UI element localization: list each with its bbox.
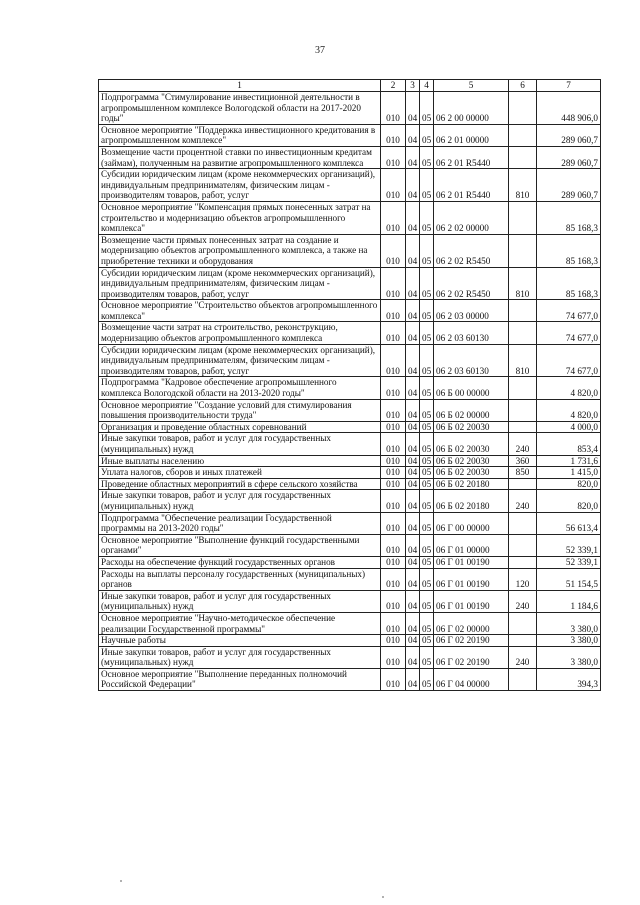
amount-cell: 85 168,3 bbox=[537, 267, 601, 300]
row-name-cell: Возмещение части процентной ставки по инвестиционным кредитам (займам), полученным на развитие агропромышленного комплекса bbox=[99, 146, 381, 168]
admin-code-cell: 010 bbox=[381, 467, 406, 479]
section-cell: 04 bbox=[406, 322, 420, 344]
subsection-cell: 05 bbox=[420, 344, 434, 377]
table-row bbox=[99, 512, 601, 534]
admin-code-cell: 010 bbox=[381, 124, 406, 146]
expense-type-cell bbox=[509, 534, 537, 556]
amount-cell: 448 906,0 bbox=[537, 92, 601, 125]
header-cell: 3 bbox=[406, 80, 420, 92]
header-cell: 5 bbox=[434, 80, 509, 92]
scan-artifact bbox=[120, 880, 122, 882]
section-cell: 04 bbox=[406, 646, 420, 668]
target-article-cell: 06 Г 02 20190 bbox=[434, 646, 509, 668]
table-row bbox=[99, 146, 601, 168]
expense-type-cell: 850 bbox=[509, 467, 537, 479]
expense-type-cell bbox=[509, 201, 537, 234]
row-name-cell: Основное мероприятие "Создание условий для стимулирования повышения производительности труда" bbox=[99, 399, 381, 421]
target-article-cell: 06 Г 00 00000 bbox=[434, 512, 509, 534]
row-name-cell: Основное мероприятие "Компенсация прямых понесенных затрат на строительство и модернизацию объектов агропромышленного комплекса" bbox=[99, 201, 381, 234]
table-row bbox=[99, 467, 601, 479]
table-row bbox=[99, 300, 601, 322]
subsection-cell: 05 bbox=[420, 433, 434, 455]
admin-code-cell: 010 bbox=[381, 169, 406, 202]
subsection-cell: 05 bbox=[420, 568, 434, 590]
section-cell: 04 bbox=[406, 467, 420, 479]
table-row bbox=[99, 124, 601, 146]
admin-code-cell: 010 bbox=[381, 201, 406, 234]
table-row bbox=[99, 399, 601, 421]
expense-type-cell: 240 bbox=[509, 646, 537, 668]
table-row bbox=[99, 234, 601, 267]
section-cell: 04 bbox=[406, 300, 420, 322]
subsection-cell: 05 bbox=[420, 490, 434, 512]
amount-cell: 74 677,0 bbox=[537, 300, 601, 322]
expense-type-cell bbox=[509, 668, 537, 690]
target-article-cell: 06 2 01 00000 bbox=[434, 124, 509, 146]
subsection-cell: 05 bbox=[420, 322, 434, 344]
budget-table bbox=[98, 79, 601, 691]
page-number: 37 bbox=[315, 45, 325, 56]
row-name-cell: Уплата налогов, сборов и иных платежей bbox=[99, 467, 381, 479]
expense-type-cell bbox=[509, 478, 537, 490]
subsection-cell: 05 bbox=[420, 556, 434, 568]
subsection-cell: 05 bbox=[420, 646, 434, 668]
subsection-cell: 05 bbox=[420, 590, 434, 612]
target-article-cell: 06 2 00 00000 bbox=[434, 92, 509, 125]
expense-type-cell bbox=[509, 399, 537, 421]
target-article-cell: 06 Б 02 20030 bbox=[434, 467, 509, 479]
subsection-cell: 05 bbox=[420, 201, 434, 234]
expense-type-cell: 120 bbox=[509, 568, 537, 590]
header-cell: 4 bbox=[420, 80, 434, 92]
expense-type-cell: 240 bbox=[509, 490, 537, 512]
subsection-cell: 05 bbox=[420, 635, 434, 647]
amount-cell: 3 380,0 bbox=[537, 646, 601, 668]
target-article-cell: 06 Г 01 00190 bbox=[434, 590, 509, 612]
target-article-cell: 06 Г 04 00000 bbox=[434, 668, 509, 690]
section-cell: 04 bbox=[406, 455, 420, 467]
table-row bbox=[99, 568, 601, 590]
subsection-cell: 05 bbox=[420, 467, 434, 479]
subsection-cell: 05 bbox=[420, 612, 434, 634]
section-cell: 04 bbox=[406, 234, 420, 267]
row-name-cell: Основное мероприятие "Поддержка инвестиционного кредитования в агропромышленном комплексе" bbox=[99, 124, 381, 146]
row-name-cell: Основное мероприятие "Выполнение функций государственными органами" bbox=[99, 534, 381, 556]
row-name-cell: Субсидии юридическим лицам (кроме некоммерческих организаций), индивидуальным предпринимателям, физическим лицам - производителям товаров, работ, услуг bbox=[99, 169, 381, 202]
expense-type-cell bbox=[509, 377, 537, 399]
target-article-cell: 06 2 03 60130 bbox=[434, 344, 509, 377]
subsection-cell: 05 bbox=[420, 399, 434, 421]
table-row bbox=[99, 455, 601, 467]
subsection-cell: 05 bbox=[420, 421, 434, 433]
section-cell: 04 bbox=[406, 267, 420, 300]
amount-cell: 52 339,1 bbox=[537, 534, 601, 556]
subsection-cell: 05 bbox=[420, 169, 434, 202]
target-article-cell: 06 Г 02 00000 bbox=[434, 612, 509, 634]
row-name-cell: Иные закупки товаров, работ и услуг для государственных (муниципальных) нужд bbox=[99, 433, 381, 455]
admin-code-cell: 010 bbox=[381, 344, 406, 377]
admin-code-cell: 010 bbox=[381, 399, 406, 421]
expense-type-cell: 240 bbox=[509, 433, 537, 455]
amount-cell: 1 184,6 bbox=[537, 590, 601, 612]
target-article-cell: 06 Г 01 00190 bbox=[434, 556, 509, 568]
section-cell: 04 bbox=[406, 590, 420, 612]
table-row bbox=[99, 322, 601, 344]
admin-code-cell: 010 bbox=[381, 267, 406, 300]
section-cell: 04 bbox=[406, 568, 420, 590]
subsection-cell: 05 bbox=[420, 668, 434, 690]
section-cell: 04 bbox=[406, 635, 420, 647]
expense-type-cell bbox=[509, 421, 537, 433]
row-name-cell: Основное мероприятие "Выполнение переданных полномочий Российской Федерации" bbox=[99, 668, 381, 690]
admin-code-cell: 010 bbox=[381, 668, 406, 690]
subsection-cell: 05 bbox=[420, 267, 434, 300]
row-name-cell: Субсидии юридическим лицам (кроме некоммерческих организаций), индивидуальным предпринимателям, физическим лицам - производителям товаров, работ, услуг bbox=[99, 267, 381, 300]
admin-code-cell: 010 bbox=[381, 612, 406, 634]
subsection-cell: 05 bbox=[420, 92, 434, 125]
amount-cell: 3 380,0 bbox=[537, 612, 601, 634]
admin-code-cell: 010 bbox=[381, 92, 406, 125]
table-row bbox=[99, 201, 601, 234]
table-row bbox=[99, 668, 601, 690]
amount-cell: 853,4 bbox=[537, 433, 601, 455]
section-cell: 04 bbox=[406, 124, 420, 146]
section-cell: 04 bbox=[406, 478, 420, 490]
table-row bbox=[99, 267, 601, 300]
row-name-cell: Субсидии юридическим лицам (кроме некоммерческих организаций), индивидуальным предпринимателям, физическим лицам - производителям товаров, работ, услуг bbox=[99, 344, 381, 377]
expense-type-cell bbox=[509, 556, 537, 568]
table-row bbox=[99, 344, 601, 377]
row-name-cell: Проведение областных мероприятий в сфере сельского хозяйства bbox=[99, 478, 381, 490]
expense-type-cell bbox=[509, 146, 537, 168]
expense-type-cell: 810 bbox=[509, 267, 537, 300]
subsection-cell: 05 bbox=[420, 146, 434, 168]
admin-code-cell: 010 bbox=[381, 421, 406, 433]
section-cell: 04 bbox=[406, 201, 420, 234]
table-row bbox=[99, 534, 601, 556]
admin-code-cell: 010 bbox=[381, 568, 406, 590]
amount-cell: 74 677,0 bbox=[537, 322, 601, 344]
section-cell: 04 bbox=[406, 512, 420, 534]
admin-code-cell: 010 bbox=[381, 455, 406, 467]
expense-type-cell bbox=[509, 635, 537, 647]
target-article-cell: 06 Б 02 20180 bbox=[434, 478, 509, 490]
table-row bbox=[99, 635, 601, 647]
row-name-cell: Подпрограмма "Обеспечение реализации Государственной программы на 2013-2020 годы" bbox=[99, 512, 381, 534]
section-cell: 04 bbox=[406, 399, 420, 421]
row-name-cell: Возмещение части прямых понесенных затрат на создание и модернизацию объектов агропромышленного комплекса, а также на приобретение техники и оборудования bbox=[99, 234, 381, 267]
section-cell: 04 bbox=[406, 433, 420, 455]
amount-cell: 4 820,0 bbox=[537, 377, 601, 399]
amount-cell: 56 613,4 bbox=[537, 512, 601, 534]
table-row bbox=[99, 169, 601, 202]
target-article-cell: 06 Б 00 00000 bbox=[434, 377, 509, 399]
admin-code-cell: 010 bbox=[381, 512, 406, 534]
amount-cell: 85 168,3 bbox=[537, 234, 601, 267]
table-row bbox=[99, 421, 601, 433]
target-article-cell: 06 Б 02 20030 bbox=[434, 455, 509, 467]
target-article-cell: 06 Б 02 20180 bbox=[434, 490, 509, 512]
admin-code-cell: 010 bbox=[381, 478, 406, 490]
amount-cell: 1 731,6 bbox=[537, 455, 601, 467]
admin-code-cell: 010 bbox=[381, 635, 406, 647]
row-name-cell: Расходы на выплаты персоналу государственных (муниципальных) органов bbox=[99, 568, 381, 590]
section-cell: 04 bbox=[406, 490, 420, 512]
section-cell: 04 bbox=[406, 534, 420, 556]
section-cell: 04 bbox=[406, 344, 420, 377]
target-article-cell: 06 Б 02 00000 bbox=[434, 399, 509, 421]
target-article-cell: 06 Г 01 00000 bbox=[434, 534, 509, 556]
admin-code-cell: 010 bbox=[381, 377, 406, 399]
header-cell: 1 bbox=[99, 80, 381, 92]
header-cell: 2 bbox=[381, 80, 406, 92]
header-row bbox=[99, 80, 601, 92]
target-article-cell: 06 2 02 00000 bbox=[434, 201, 509, 234]
admin-code-cell: 010 bbox=[381, 590, 406, 612]
amount-cell: 289 060,7 bbox=[537, 169, 601, 202]
header-cell: 6 bbox=[509, 80, 537, 92]
target-article-cell: 06 2 02 R5450 bbox=[434, 267, 509, 300]
subsection-cell: 05 bbox=[420, 377, 434, 399]
target-article-cell: 06 Г 02 20190 bbox=[434, 635, 509, 647]
admin-code-cell: 010 bbox=[381, 534, 406, 556]
amount-cell: 85 168,3 bbox=[537, 201, 601, 234]
subsection-cell: 05 bbox=[420, 300, 434, 322]
section-cell: 04 bbox=[406, 377, 420, 399]
row-name-cell: Подпрограмма "Кадровое обеспечение агропромышленного комплекса Вологодской области на 2013-2020 годы" bbox=[99, 377, 381, 399]
target-article-cell: 06 2 03 00000 bbox=[434, 300, 509, 322]
target-article-cell: 06 2 03 60130 bbox=[434, 322, 509, 344]
header-cell: 7 bbox=[537, 80, 601, 92]
row-name-cell: Организация и проведение областных соревнований bbox=[99, 421, 381, 433]
subsection-cell: 05 bbox=[420, 124, 434, 146]
amount-cell: 51 154,5 bbox=[537, 568, 601, 590]
amount-cell: 52 339,1 bbox=[537, 556, 601, 568]
amount-cell: 820,0 bbox=[537, 490, 601, 512]
admin-code-cell: 010 bbox=[381, 322, 406, 344]
table-row bbox=[99, 646, 601, 668]
target-article-cell: 06 2 02 R5450 bbox=[434, 234, 509, 267]
row-name-cell: Иные закупки товаров, работ и услуг для государственных (муниципальных) нужд bbox=[99, 646, 381, 668]
row-name-cell: Иные закупки товаров, работ и услуг для государственных (муниципальных) нужд bbox=[99, 490, 381, 512]
section-cell: 04 bbox=[406, 169, 420, 202]
admin-code-cell: 010 bbox=[381, 300, 406, 322]
admin-code-cell: 010 bbox=[381, 146, 406, 168]
row-name-cell: Основное мероприятие "Строительство объектов агропромышленного комплекса" bbox=[99, 300, 381, 322]
target-article-cell: 06 Б 02 20030 bbox=[434, 433, 509, 455]
amount-cell: 4 000,0 bbox=[537, 421, 601, 433]
row-name-cell: Возмещение части затрат на строительство, реконструкцию, модернизацию объектов агропромышленного комплекса bbox=[99, 322, 381, 344]
subsection-cell: 05 bbox=[420, 534, 434, 556]
section-cell: 04 bbox=[406, 421, 420, 433]
amount-cell: 820,0 bbox=[537, 478, 601, 490]
expense-type-cell bbox=[509, 234, 537, 267]
table-row bbox=[99, 590, 601, 612]
admin-code-cell: 010 bbox=[381, 234, 406, 267]
amount-cell: 394,3 bbox=[537, 668, 601, 690]
row-name-cell: Подпрограмма "Стимулирование инвестиционной деятельности в агропромышленном комплексе Вологодской области на 2017-2020 годы" bbox=[99, 92, 381, 125]
admin-code-cell: 010 bbox=[381, 490, 406, 512]
expense-type-cell: 240 bbox=[509, 590, 537, 612]
section-cell: 04 bbox=[406, 556, 420, 568]
expense-type-cell bbox=[509, 612, 537, 634]
expense-type-cell: 810 bbox=[509, 169, 537, 202]
amount-cell: 1 415,0 bbox=[537, 467, 601, 479]
admin-code-cell: 010 bbox=[381, 433, 406, 455]
target-article-cell: 06 2 01 R5440 bbox=[434, 146, 509, 168]
table-row bbox=[99, 433, 601, 455]
row-name-cell: Расходы на обеспечение функций государственных органов bbox=[99, 556, 381, 568]
expense-type-cell bbox=[509, 322, 537, 344]
table-row bbox=[99, 377, 601, 399]
expense-type-cell bbox=[509, 512, 537, 534]
table-row bbox=[99, 556, 601, 568]
expense-type-cell: 360 bbox=[509, 455, 537, 467]
section-cell: 04 bbox=[406, 92, 420, 125]
expense-type-cell bbox=[509, 92, 537, 125]
expense-type-cell bbox=[509, 124, 537, 146]
target-article-cell: 06 Б 02 20030 bbox=[434, 421, 509, 433]
amount-cell: 4 820,0 bbox=[537, 399, 601, 421]
table-row bbox=[99, 490, 601, 512]
scan-artifact bbox=[382, 896, 384, 898]
row-name-cell: Научные работы bbox=[99, 635, 381, 647]
table-row bbox=[99, 612, 601, 634]
amount-cell: 289 060,7 bbox=[537, 146, 601, 168]
table-row bbox=[99, 92, 601, 125]
admin-code-cell: 010 bbox=[381, 556, 406, 568]
amount-cell: 74 677,0 bbox=[537, 344, 601, 377]
subsection-cell: 05 bbox=[420, 234, 434, 267]
row-name-cell: Иные выплаты населению bbox=[99, 455, 381, 467]
subsection-cell: 05 bbox=[420, 478, 434, 490]
row-name-cell: Основное мероприятие "Научно-методическое обеспечение реализации Государственной программы" bbox=[99, 612, 381, 634]
section-cell: 04 bbox=[406, 612, 420, 634]
section-cell: 04 bbox=[406, 146, 420, 168]
subsection-cell: 05 bbox=[420, 455, 434, 467]
table-row bbox=[99, 478, 601, 490]
expense-type-cell: 810 bbox=[509, 344, 537, 377]
row-name-cell: Иные закупки товаров, работ и услуг для государственных (муниципальных) нужд bbox=[99, 590, 381, 612]
section-cell: 04 bbox=[406, 668, 420, 690]
target-article-cell: 06 2 01 R5440 bbox=[434, 169, 509, 202]
amount-cell: 289 060,7 bbox=[537, 124, 601, 146]
admin-code-cell: 010 bbox=[381, 646, 406, 668]
amount-cell: 3 380,0 bbox=[537, 635, 601, 647]
expense-type-cell bbox=[509, 300, 537, 322]
subsection-cell: 05 bbox=[420, 512, 434, 534]
target-article-cell: 06 Г 01 00190 bbox=[434, 568, 509, 590]
